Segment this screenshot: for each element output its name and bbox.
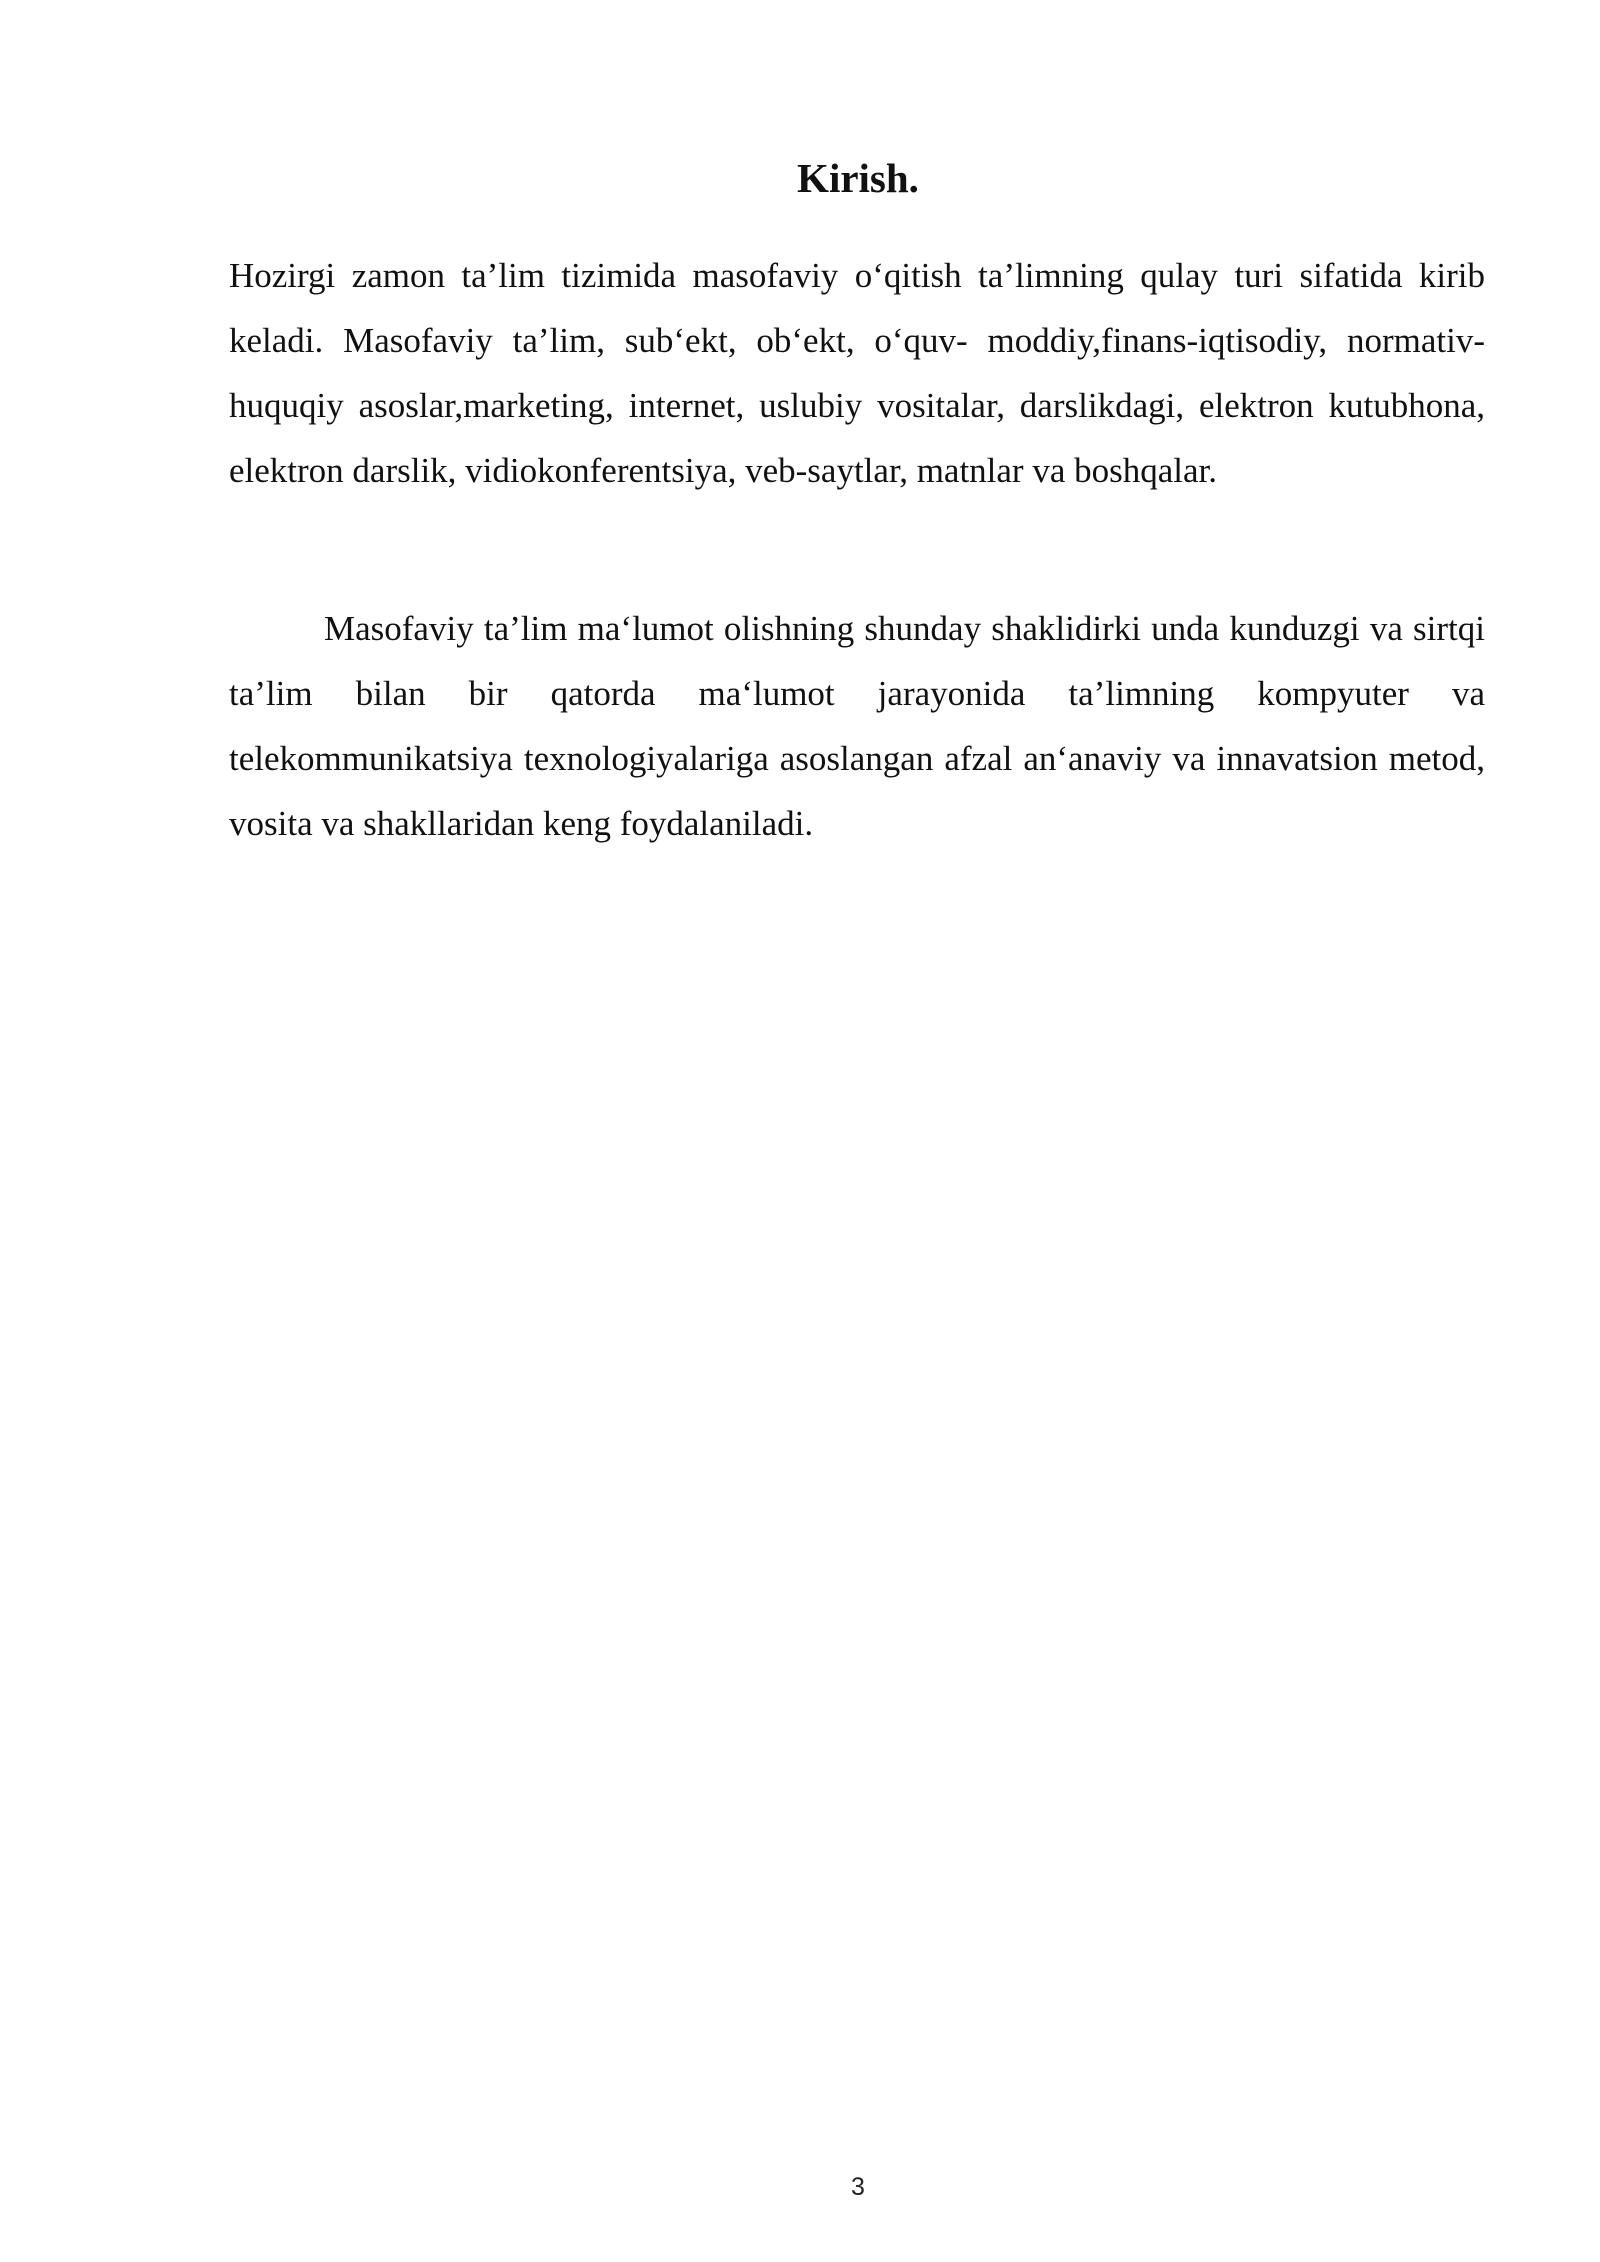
paragraph-definition: Masofaviy ta’lim ma‘lumot olishning shunday shaklidirki unda kunduzgi va sirtqi ta’lim bilan bir qatorda ma‘lumot jarayonida ta’limning kompyuter va telekommunikatsiya texnologiyalariga asoslangan afzal an‘anaviy va innavatsion metod, vosita va shakllaridan keng foydalaniladi. <box>229 609 1485 843</box>
page-number: 3 <box>851 2173 865 2201</box>
paragraph-intro: Hozirgi zamon ta’lim tizimida masofaviy o‘qitish ta’limning qulay turi sifatida kirib keladi. Masofaviy ta’lim, sub‘ekt, ob‘ekt, o‘quv- moddiy,finans-iqtisodiy, normativ-huquqiy asoslar,marketing, internet, uslubiy vositalar, darslikdagi, elektron kutubhona, elektron darslik, vidiokonferentsiya, veb-saytlar, matnlar va boshqalar. <box>229 256 1485 490</box>
page-title: Kirish. <box>797 155 919 201</box>
